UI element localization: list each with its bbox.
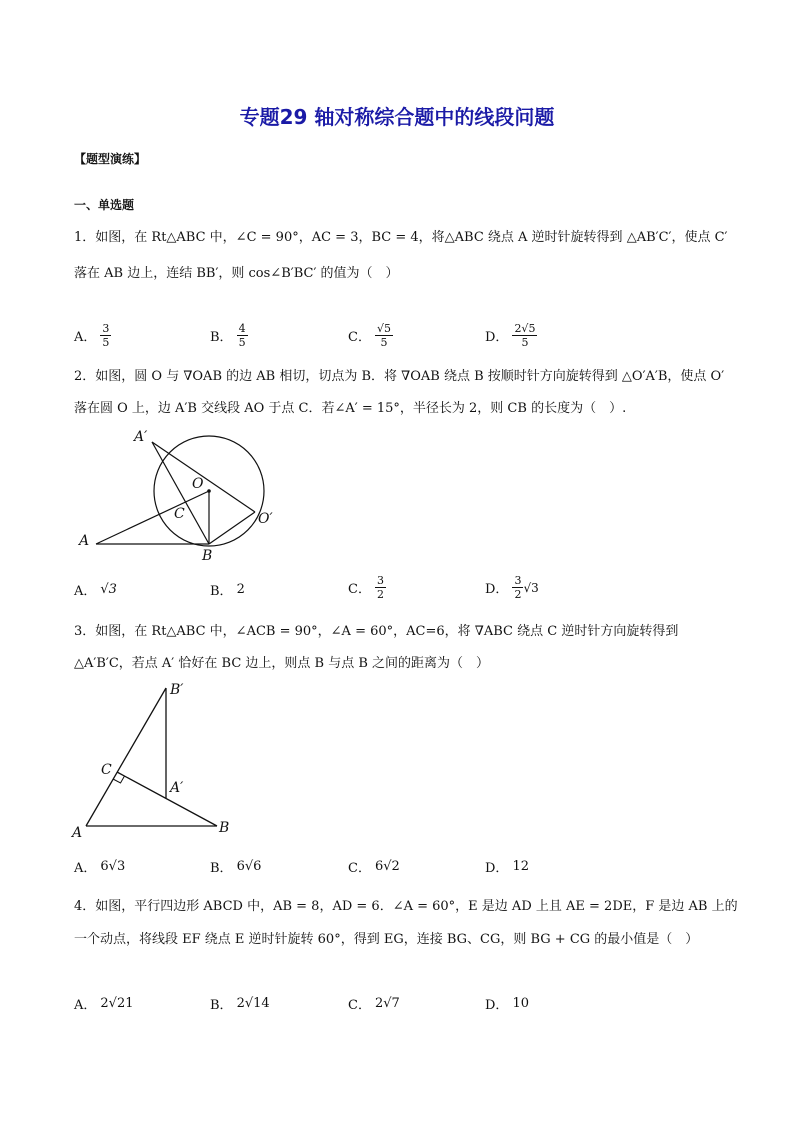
segment-cb — [117, 772, 217, 826]
option-value: √3 — [100, 582, 117, 597]
option-value: 2 — [236, 582, 245, 597]
fraction — [237, 322, 248, 349]
option-label: D． — [485, 582, 509, 597]
q4-line1: 4．如图，平行四边形 ABCD 中，AB = 8，AD = 6．∠A = 60°，E 是边 AD 上且 AE = 2DE，F 是边 AB 上的 — [74, 899, 738, 914]
option-value: 12 — [512, 859, 529, 874]
q3-option-b — [210, 857, 261, 876]
option-tail: √3 — [523, 580, 539, 595]
numerator: 2√5 — [514, 322, 536, 335]
option-label: C． — [348, 582, 371, 597]
denominator: 5 — [380, 336, 388, 349]
option-label: A． — [74, 861, 97, 876]
q3-option-a — [74, 857, 125, 876]
label-b-prime: B′ — [170, 682, 184, 698]
option-label: C． — [348, 861, 371, 876]
option-label: A． — [74, 330, 97, 345]
option-label: D． — [485, 861, 509, 876]
label-a: A — [79, 533, 90, 549]
option-value: 6√2 — [374, 859, 400, 874]
label-o: O — [192, 476, 204, 492]
option-value: 6√6 — [236, 859, 262, 874]
option-label: B． — [210, 330, 233, 345]
option-label: A． — [74, 998, 97, 1013]
q3-option-c — [348, 857, 400, 876]
option-value: 10 — [512, 996, 529, 1011]
segment-a-b-prime — [86, 688, 166, 826]
q1-option-b — [210, 322, 248, 349]
option-value: 2√14 — [236, 996, 270, 1011]
q4-option-b — [210, 994, 270, 1013]
fraction — [375, 574, 386, 601]
denominator: 5 — [102, 336, 110, 349]
denominator: 5 — [238, 336, 246, 349]
q2-option-d — [485, 574, 539, 601]
label-o-prime: O′ — [258, 511, 273, 527]
denominator: 2 — [376, 588, 384, 601]
segment-b-o-prime — [209, 512, 255, 544]
label-a-prime: A′ — [134, 429, 148, 445]
section-heading: 一、单选题 — [74, 198, 135, 212]
fraction — [512, 322, 537, 349]
numerator: 4 — [238, 322, 246, 335]
q1-line2: 落在 AB 边上，连结 BB′，则 cos∠B′BC′ 的值为（ ） — [74, 266, 399, 281]
fraction — [100, 322, 111, 349]
option-label: B． — [210, 861, 233, 876]
option-label: C． — [348, 330, 371, 345]
option-label: B． — [210, 998, 233, 1013]
option-value: 2√21 — [100, 996, 134, 1011]
denominator: 2 — [514, 588, 522, 601]
q4-option-a — [74, 994, 134, 1013]
segment-a-prime-o-prime — [152, 442, 255, 512]
q3-line2: △A′B′C，若点 A′ 恰好在 BC 边上，则点 B 与点 B 之间的距离为（ ） — [74, 656, 490, 671]
option-label: C． — [348, 998, 371, 1013]
option-value: 2√7 — [374, 996, 400, 1011]
q2-option-c — [348, 574, 386, 601]
segment-ao — [96, 491, 209, 544]
option-label: D． — [485, 330, 509, 345]
option-label: B． — [210, 584, 233, 599]
label-c: C — [101, 762, 112, 778]
q2-line2: 落在圆 O 上，边 A′B 交线段 AO 于点 C．若∠A′ = 15°，半径长为 2，则 CB 的长度为（ ）. — [74, 401, 627, 416]
denominator: 5 — [521, 336, 529, 349]
q2-option-a — [74, 580, 117, 599]
page-title: 专题29 轴对称综合题中的线段问题 — [239, 105, 555, 129]
label-a-prime: A′ — [170, 780, 184, 796]
q1-option-c — [348, 322, 393, 349]
option-label: A． — [74, 584, 97, 599]
q3-line1: 3．如图，在 Rt△ABC 中，∠ACB = 90°，∠A = 60°，AC=6，将 ∇ABC 绕点 C 逆时针方向旋转得到 — [74, 624, 679, 639]
segment-a-prime-b — [152, 442, 209, 544]
q4-option-d — [485, 994, 529, 1013]
label-a: A — [72, 825, 83, 840]
q2-figure — [70, 420, 290, 565]
label-c: C — [174, 506, 185, 522]
center-point — [207, 489, 211, 493]
q4-line2: 一个动点，将线段 EF 绕点 E 逆时针旋转 60°，得到 EG，连接 BG、CG，则 BG + CG 的最小值是（ ） — [74, 932, 699, 947]
fraction — [512, 574, 523, 601]
q2-line1: 2．如图，圆 O 与 ∇OAB 的边 AB 相切，切点为 B．将 ∇OAB 绕点 B 按顺时针方向旋转得到 △O′A′B，使点 O′ — [74, 369, 725, 384]
label-b: B — [202, 548, 213, 564]
q1-line1: 1．如图，在 Rt△ABC 中，∠C = 90°，AC = 3，BC = 4，将△ABC 绕点 A 逆时针旋转得到 △AB′C′，使点 C′ — [74, 230, 728, 245]
option-value: 6√3 — [100, 859, 126, 874]
q3-figure — [70, 676, 250, 840]
numerator: 3 — [102, 322, 110, 335]
numerator: √5 — [376, 322, 391, 335]
q1-option-d — [485, 322, 537, 349]
q3-option-d — [485, 857, 529, 876]
q4-option-c — [348, 994, 400, 1013]
numerator: 3 — [514, 574, 522, 587]
fraction — [375, 322, 393, 349]
q1-option-a — [74, 322, 111, 349]
q2-option-b — [210, 580, 245, 599]
label-b: B — [219, 820, 230, 836]
option-label: D． — [485, 998, 509, 1013]
numerator: 3 — [376, 574, 384, 587]
section-tag: 【题型演练】 — [74, 152, 147, 166]
